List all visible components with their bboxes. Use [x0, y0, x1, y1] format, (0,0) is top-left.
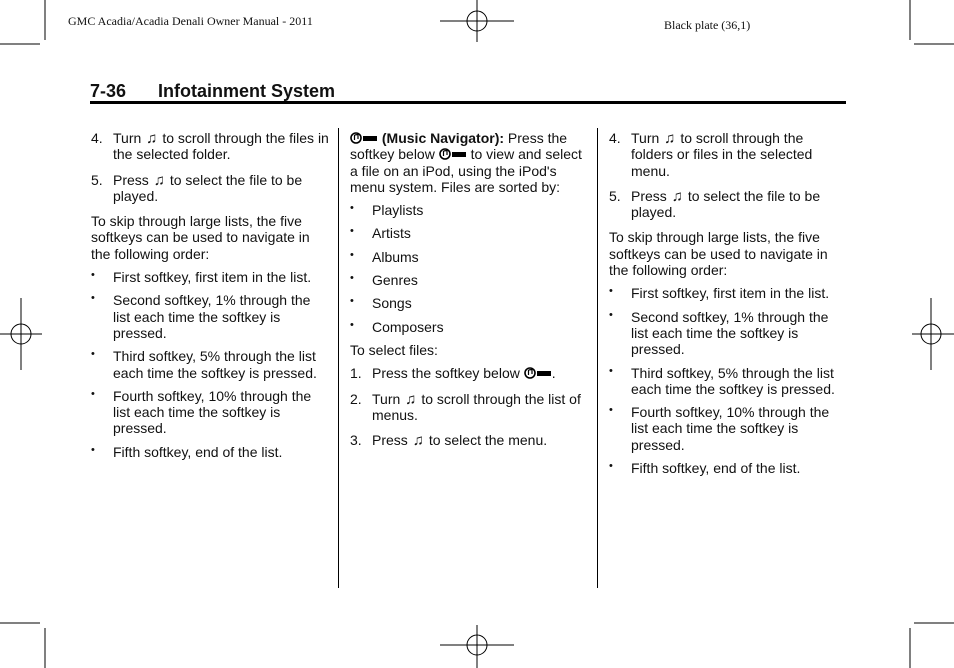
step-text: .	[551, 365, 556, 382]
bullet-item	[350, 225, 588, 241]
bullet-text: First softkey, first item in the list.	[113, 269, 312, 286]
bullet-item	[350, 272, 588, 288]
bullet-text: Albums	[372, 248, 419, 265]
bullet-text: Fourth softkey, 10% through the list each time the softkey is pressed.	[113, 387, 312, 437]
bullet-text: Fourth softkey, 10% through the list each time the softkey is pressed.	[631, 404, 830, 453]
step-text: Turn	[113, 130, 142, 146]
column-divider	[338, 128, 339, 588]
heading-bold: (Music Navigator):	[381, 130, 505, 146]
step-number: 5.	[91, 171, 103, 188]
bullet-text: Genres	[372, 272, 418, 289]
music-navigator-icon	[350, 132, 378, 144]
step-text: to scroll through the files in the selected folder.	[113, 130, 329, 163]
bullet-dot: •	[350, 225, 354, 238]
music-note-icon: ♫	[405, 390, 417, 408]
bullet-dot: •	[350, 272, 354, 285]
bullet-dot: •	[350, 248, 354, 261]
step-item	[609, 130, 849, 179]
music-note-icon: ♫	[153, 171, 165, 189]
paragraph: To select files:	[350, 341, 438, 358]
bullet-dot: •	[91, 269, 95, 282]
bullet-list	[609, 285, 849, 476]
bullet-text: Composers	[372, 318, 444, 335]
bullet-item	[350, 319, 588, 335]
step-text: to select the file to be played.	[631, 187, 821, 221]
section-title: Infotainment System	[158, 81, 336, 101]
column-right	[609, 130, 849, 483]
step-number: 1.	[350, 365, 362, 382]
plate-label: Black plate (36,1)	[664, 18, 751, 32]
column-left	[91, 130, 331, 467]
bullet-list	[91, 269, 331, 460]
bullet-dot: •	[609, 460, 613, 473]
step-item	[609, 188, 849, 221]
step-number: 4.	[609, 130, 621, 146]
running-header-title: GMC Acadia/Acadia Denali Owner Manual - 2011	[68, 14, 313, 28]
step-text: Press	[372, 432, 408, 449]
bullet-item	[91, 444, 331, 460]
bullet-item	[350, 202, 588, 218]
bullet-text: Second softkey, 1% through the list each time the softkey is pressed.	[631, 308, 829, 358]
bullet-item	[609, 404, 849, 453]
bullet-item	[91, 348, 331, 381]
music-note-icon: ♫	[412, 432, 424, 450]
bullet-text: Fifth softkey, end of the list.	[631, 460, 801, 477]
bullet-dot: •	[91, 292, 95, 305]
column-divider	[597, 128, 598, 588]
paragraph-text: to view and select a file on an iPod, using the iPod's menu system. Files are sorted by:	[350, 146, 582, 195]
step-item	[91, 172, 331, 205]
bullet-text: First softkey, first item in the list.	[631, 285, 830, 302]
column-middle	[350, 130, 588, 457]
music-navigator-icon	[524, 367, 552, 379]
paragraph: To skip through large lists, the five softkeys can be used to navigate in the following order:	[91, 213, 310, 262]
bullet-dot: •	[91, 443, 95, 456]
bullet-dot: •	[609, 308, 613, 321]
bullet-dot: •	[350, 318, 354, 331]
bullet-text: Songs	[372, 295, 412, 312]
step-item	[350, 432, 588, 448]
bullet-dot: •	[350, 202, 354, 215]
title-rule	[90, 101, 846, 104]
bullet-dot: •	[609, 364, 613, 377]
step-text: Press the softkey below	[372, 365, 520, 382]
bullet-list	[350, 202, 588, 335]
music-navigator-heading	[350, 130, 588, 195]
music-note-icon: ♫	[664, 130, 676, 147]
bullet-item	[609, 285, 849, 301]
bullet-item	[609, 460, 849, 476]
music-navigator-icon	[439, 148, 467, 160]
bullet-dot: •	[91, 348, 95, 361]
bullet-dot: •	[350, 295, 354, 308]
bullet-item	[609, 365, 849, 398]
bullet-dot: •	[91, 387, 95, 400]
bullet-item	[350, 249, 588, 265]
step-number: 3.	[350, 432, 362, 449]
page-number: 7-36	[90, 81, 127, 101]
bullet-text: Fifth softkey, end of the list.	[113, 443, 283, 460]
bullet-dot: •	[609, 404, 613, 417]
bullet-text: Second softkey, 1% through the list each time the softkey is pressed.	[113, 292, 311, 341]
bullet-text: Third softkey, 5% through the list each time the softkey is pressed.	[113, 348, 317, 381]
step-item	[350, 391, 588, 424]
step-text: Press	[631, 187, 667, 204]
step-text: to select the file to be played.	[113, 171, 303, 204]
step-number: 5.	[609, 187, 621, 204]
step-item	[91, 130, 331, 163]
step-number: 2.	[350, 390, 362, 407]
step-text: Press	[113, 171, 149, 188]
paragraph: To skip through large lists, the five softkeys can be used to navigate in the following order:	[609, 229, 828, 279]
paragraph-text: Press the softkey below	[350, 130, 568, 163]
bullet-item	[91, 269, 331, 285]
step-text: Turn	[631, 130, 660, 146]
step-text: to scroll through the list of menus.	[372, 390, 581, 423]
bullet-item	[350, 295, 588, 311]
step-text: to select the menu.	[428, 432, 548, 449]
bullet-text: Artists	[372, 225, 411, 242]
step-text: Turn	[372, 390, 401, 407]
music-note-icon: ♫	[146, 130, 158, 147]
bullet-item	[91, 388, 331, 437]
bullet-text: Playlists	[372, 202, 424, 219]
step-number: 4.	[91, 130, 103, 146]
step-item	[350, 365, 588, 381]
bullet-item	[609, 309, 849, 358]
music-note-icon: ♫	[671, 187, 683, 205]
bullet-item	[91, 292, 331, 341]
step-text: to scroll through the folders or files in the selected menu.	[631, 130, 813, 179]
bullet-dot: •	[609, 285, 613, 298]
page-title	[90, 81, 335, 102]
bullet-text: Third softkey, 5% through the list each time the softkey is pressed.	[631, 364, 835, 397]
